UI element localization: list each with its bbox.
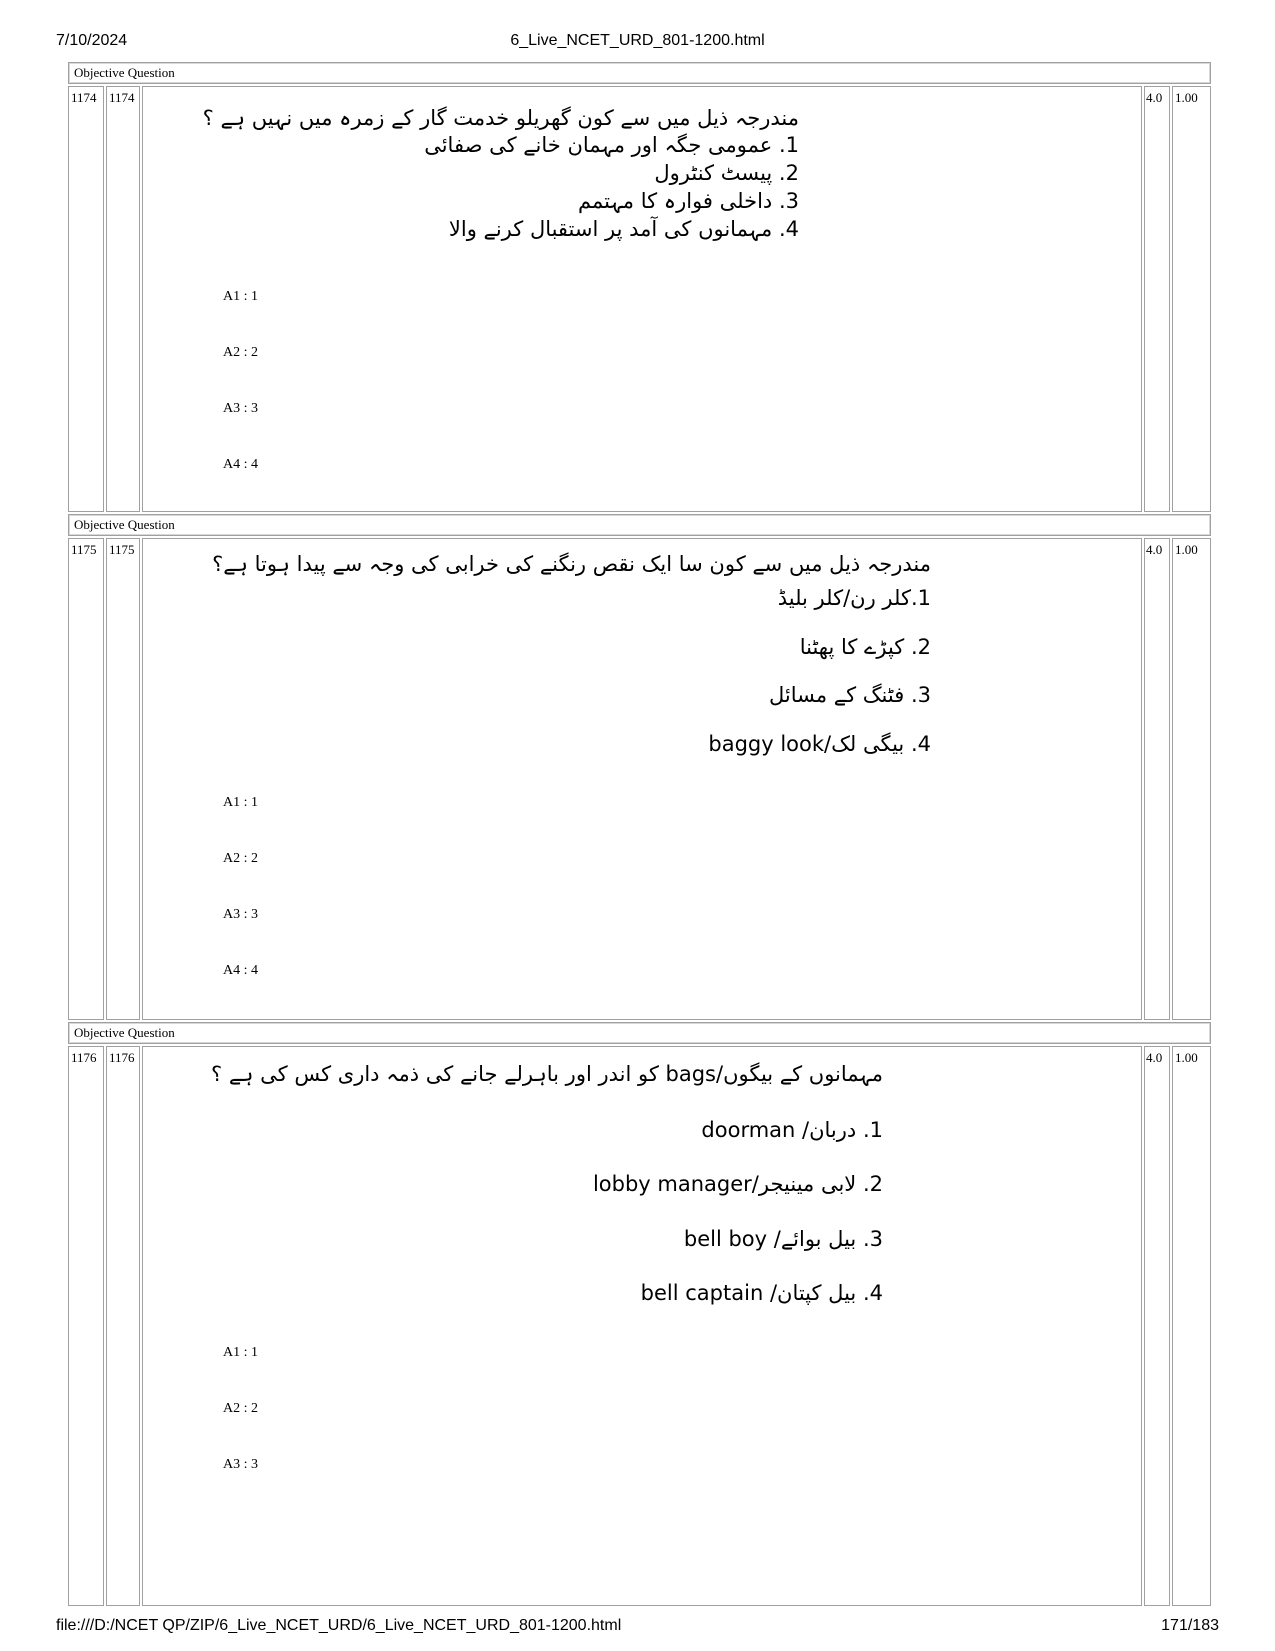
option-4: 4. بیگی لک/baggy look — [708, 732, 931, 756]
question-type-label: Objective Question — [68, 514, 1211, 536]
serial-number: 1175 — [68, 538, 104, 1020]
serial-number: 1174 — [68, 86, 104, 512]
option-4: 4. بیل کپتان/ bell captain — [640, 1281, 883, 1305]
page-number: 171/183 — [1161, 1617, 1219, 1634]
option-2: 2. پیسٹ کنٹرول — [654, 161, 799, 185]
option-1: 1. عمومی جگہ اور مہمان خانے کی صفائی — [424, 133, 799, 157]
option-3: 3. فٹنگ کے مسائل — [768, 683, 931, 707]
serial-number: 1176 — [68, 1046, 104, 1606]
question-text: مہمانوں کے بیگوں/bags کو اندر اور باہرلے جانے کی ذمہ داری کس کی ہے ؟ — [211, 1062, 883, 1086]
option-1: 1. دربان/ doorman — [701, 1118, 883, 1142]
question-block — [68, 1046, 1211, 1606]
answer-3: A3 : 3 — [223, 401, 258, 416]
question-content — [142, 538, 1142, 1020]
answer-4: A4 : 4 — [223, 457, 258, 472]
marks: 4.0 — [1144, 1046, 1170, 1606]
answer-2: A2 : 2 — [223, 851, 258, 866]
negative-marks: 1.00 — [1172, 538, 1211, 1020]
question-id: 1176 — [106, 1046, 140, 1606]
question-content — [142, 86, 1142, 512]
answer-3: A3 : 3 — [223, 907, 258, 922]
option-2: 2. کپڑے کا پھٹنا — [799, 635, 931, 659]
question-text: مندرجہ ذیل میں سے کون سا ایک نقص رنگنے کی خرابی کی وجہ سے پیدا ہوتا ہے؟ — [212, 552, 931, 576]
answer-1: A1 : 1 — [223, 795, 258, 810]
question-text: مندرجہ ذیل میں سے کون گھریلو خدمت گار کے زمرہ میں نہیں ہے ؟ — [202, 106, 799, 130]
option-4: 4. مہمانوں کی آمد پر استقبال کرنے والا — [448, 217, 799, 241]
answer-3: A3 : 3 — [223, 1457, 258, 1472]
question-content — [142, 1046, 1142, 1606]
answer-1: A1 : 1 — [223, 1345, 258, 1360]
answer-1: A1 : 1 — [223, 289, 258, 304]
marks: 4.0 — [1144, 86, 1170, 512]
question-block — [68, 538, 1211, 1020]
option-3: 3. بیل بوائے/ bell boy — [683, 1227, 883, 1251]
question-id: 1174 — [106, 86, 140, 512]
marks: 4.0 — [1144, 538, 1170, 1020]
document-title: 6_Live_NCET_URD_801-1200.html — [510, 32, 765, 49]
answer-4: A4 : 4 — [223, 963, 258, 978]
question-table — [68, 62, 1211, 1608]
file-path: file:///D:/NCET QP/ZIP/6_Live_NCET_URD/6_Live_NCET_URD_801-1200.html — [56, 1617, 622, 1634]
negative-marks: 1.00 — [1172, 86, 1211, 512]
question-block — [68, 86, 1211, 512]
print-date: 7/10/2024 — [56, 32, 128, 49]
negative-marks: 1.00 — [1172, 1046, 1211, 1606]
option-3: 3. داخلی فوارہ کا مہتمم — [578, 189, 799, 213]
question-id: 1175 — [106, 538, 140, 1020]
option-2: 2. لابی مینیجر/lobby manager — [592, 1172, 883, 1196]
answer-2: A2 : 2 — [223, 1401, 258, 1416]
question-type-label: Objective Question — [68, 1022, 1211, 1044]
option-1: 1.کلر رن/کلر بلیڈ — [777, 586, 931, 610]
question-type-label: Objective Question — [68, 62, 1211, 84]
answer-2: A2 : 2 — [223, 345, 258, 360]
